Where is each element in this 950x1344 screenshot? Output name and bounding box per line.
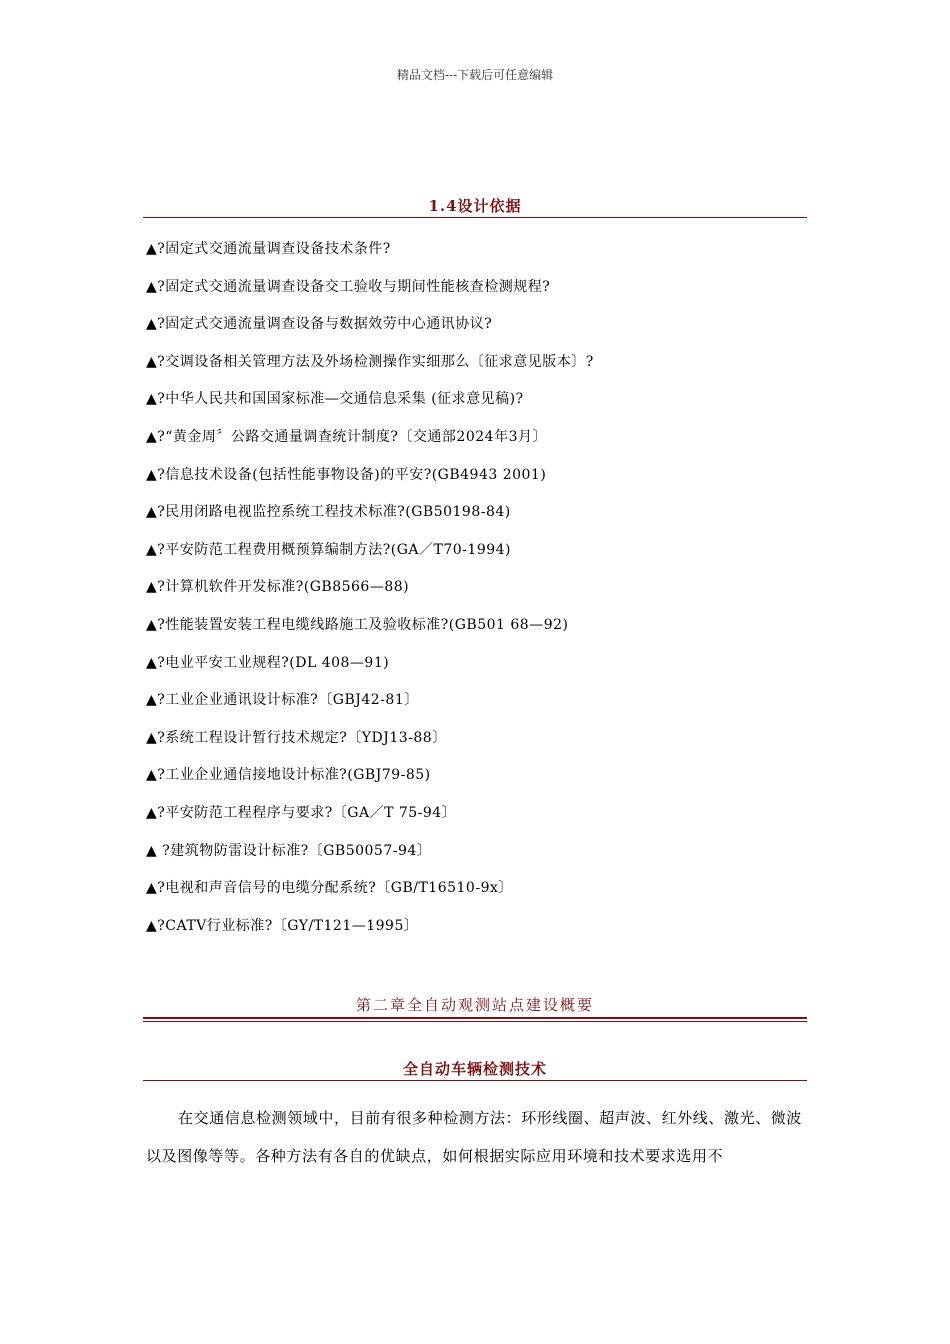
reference-item: ▲?电视和声音信号的电缆分配系统?〔GB/T16510-9x〕 <box>146 880 513 897</box>
reference-item: ▲?电业平安工业规程?(DL 408—91) <box>146 654 390 671</box>
page-header: 精品文档---下载后可任意编辑 <box>396 68 554 82</box>
reference-item: ▲?工业企业通讯设计标准?〔GBJ42-81〕 <box>146 692 419 709</box>
reference-item: ▲?平安防范工程费用概预算编制方法?(GA／T70-1994) <box>146 541 512 558</box>
chapter-divider <box>143 1017 807 1022</box>
reference-item: ▲?平安防范工程程序与要求?〔GA／T 75-94〕 <box>146 804 457 821</box>
reference-item: ▲?性能装置安装工程电缆线路施工及验收标准?(GB501 68—92) <box>146 616 569 633</box>
section-title-vehicle-detection: 全自动车辆检测技术 <box>402 1060 547 1078</box>
reference-item: ▲?中华人民共和国国家标准—交通信息采集 (征求意见稿)? <box>146 391 524 408</box>
body-paragraph: 在交通信息检测领域中，目前有很多种检测方法：环形线圈、超声波、红外线、激光、微波以及图像等等。各种方法有各自的优缺点，如何根据实际应用环境和技术要求选用不 <box>146 1109 803 1165</box>
reference-item: ▲?固定式交通流量调查设备与数据效劳中心通讯协议? <box>146 316 493 333</box>
reference-item: ▲?“黄金周〞公路交通量调查统计制度?〔交通部2024年3月〕 <box>146 428 547 445</box>
reference-item: ▲ ?建筑物防雷设计标准?〔GB50057-94〕 <box>146 842 432 859</box>
section-divider <box>143 217 807 218</box>
reference-item: ▲?信息技术设备(包括性能事物设备)的平安?(GB4943 2001) <box>146 466 547 483</box>
reference-item: ▲?交调设备相关管理方法及外场检测操作实细那么〔征求意见版本〕? <box>146 353 594 370</box>
reference-item: ▲?固定式交通流量调查设备交工验收与期间性能核查检测规程? <box>146 278 551 295</box>
reference-item: ▲?工业企业通信接地设计标准?(GBJ79-85) <box>146 767 431 784</box>
reference-item: ▲?民用闭路电视监控系统工程技术标准?(GB50198-84) <box>146 504 511 521</box>
section-title-design-basis: 1.4设计依据 <box>428 197 522 215</box>
reference-item: ▲?计算机软件开发标准?(GB8566—88) <box>146 579 410 596</box>
reference-item: ▲?固定式交通流量调查设备技术条件? <box>146 241 391 257</box>
chapter-title: 第二章全自动观测站点建设概要 <box>355 996 594 1014</box>
reference-list <box>146 240 806 954</box>
reference-item: ▲?CATV行业标准?〔GY/T121—1995〕 <box>146 917 419 934</box>
section-divider <box>143 1080 807 1081</box>
reference-item: ▲?系统工程设计暂行技术规定?〔YDJ13-88〕 <box>146 729 447 746</box>
